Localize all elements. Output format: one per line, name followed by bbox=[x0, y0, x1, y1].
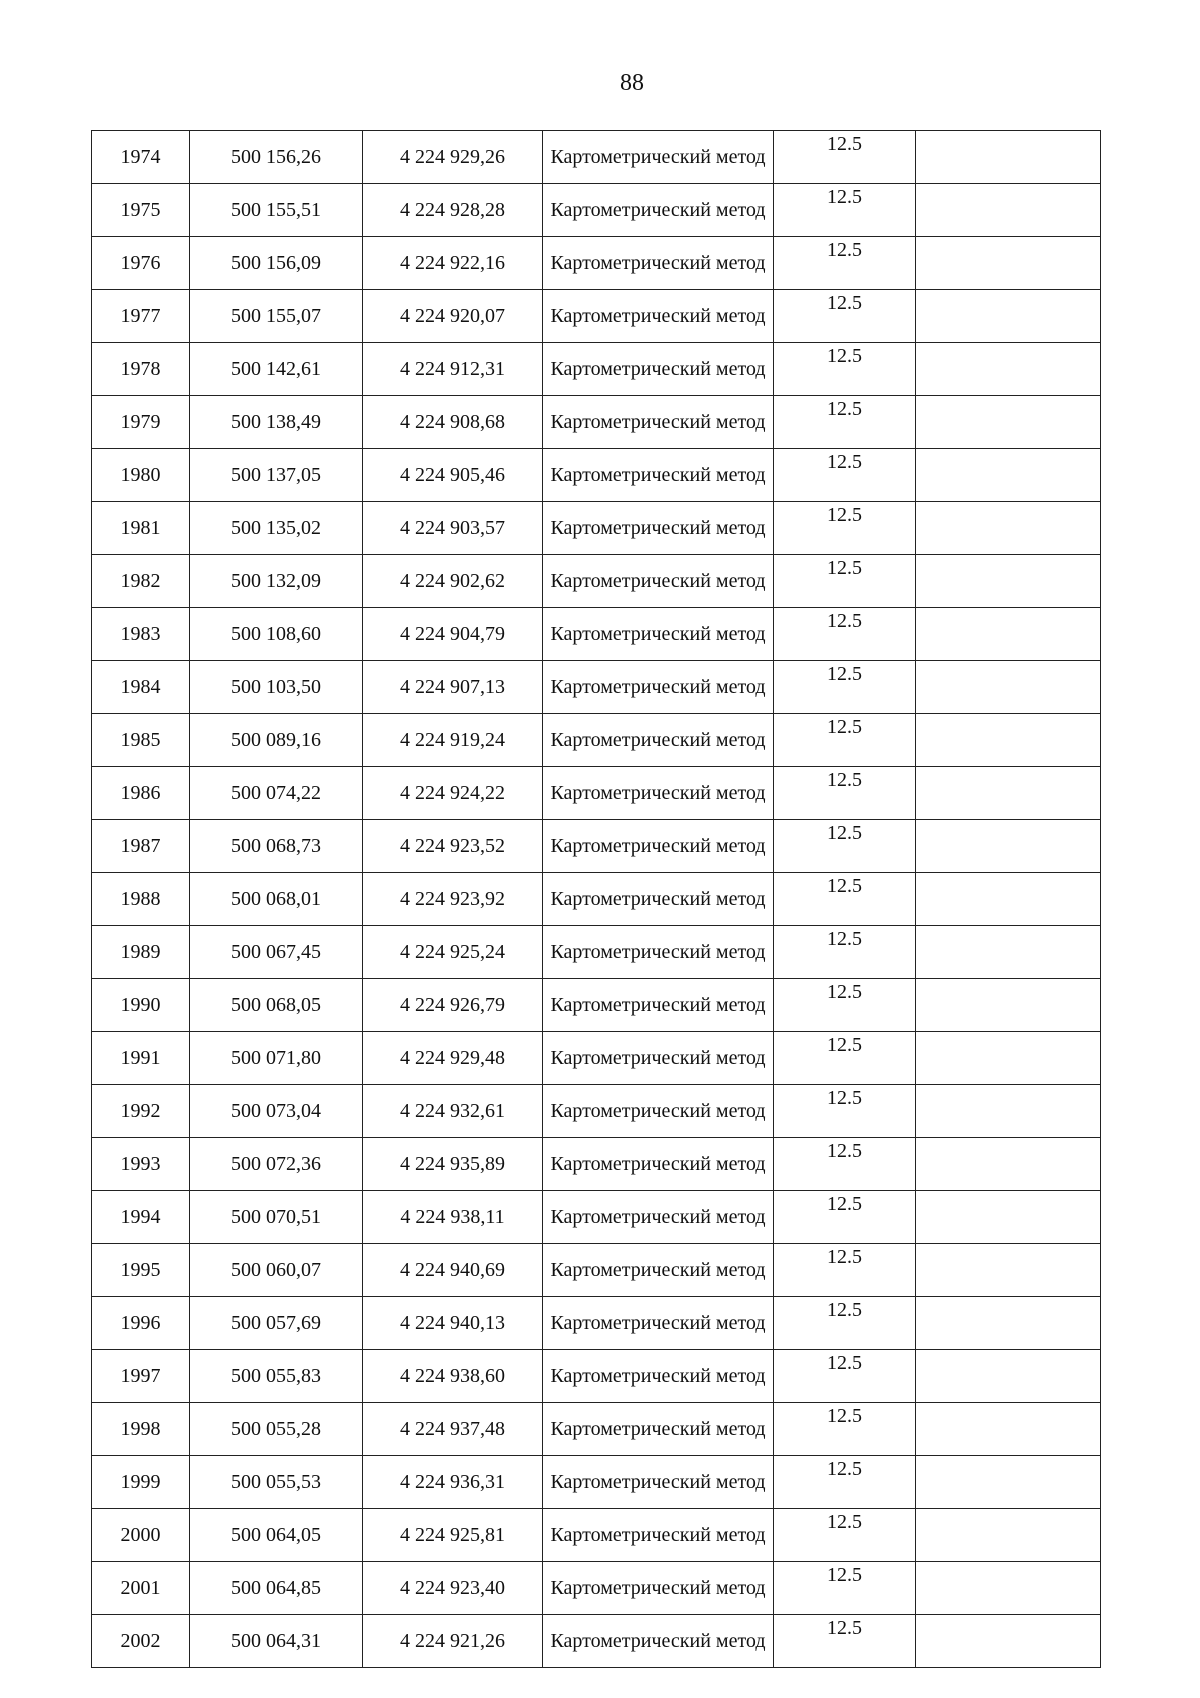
accuracy-cell: 12.5 bbox=[774, 555, 916, 608]
method-cell: Картометрический метод bbox=[543, 396, 774, 449]
y-coordinate-cell: 4 224 924,22 bbox=[363, 767, 543, 820]
table-row bbox=[92, 873, 1101, 926]
note-cell bbox=[916, 290, 1101, 343]
x-coordinate-cell: 500 071,80 bbox=[190, 1032, 363, 1085]
x-coordinate-cell: 500 070,51 bbox=[190, 1191, 363, 1244]
point-number-cell: 1974 bbox=[92, 131, 190, 184]
accuracy-cell: 12.5 bbox=[774, 767, 916, 820]
note-cell bbox=[916, 1085, 1101, 1138]
point-number-cell: 1976 bbox=[92, 237, 190, 290]
method-cell: Картометрический метод bbox=[543, 1403, 774, 1456]
method-cell: Картометрический метод bbox=[543, 1138, 774, 1191]
point-number-cell: 1989 bbox=[92, 926, 190, 979]
table-row bbox=[92, 1509, 1101, 1562]
x-coordinate-cell: 500 108,60 bbox=[190, 608, 363, 661]
point-number-cell: 2000 bbox=[92, 1509, 190, 1562]
point-number-cell: 1993 bbox=[92, 1138, 190, 1191]
x-coordinate-cell: 500 142,61 bbox=[190, 343, 363, 396]
table-row bbox=[92, 290, 1101, 343]
y-coordinate-cell: 4 224 920,07 bbox=[363, 290, 543, 343]
method-cell: Картометрический метод bbox=[543, 1615, 774, 1668]
x-coordinate-cell: 500 060,07 bbox=[190, 1244, 363, 1297]
accuracy-cell: 12.5 bbox=[774, 449, 916, 502]
y-coordinate-cell: 4 224 936,31 bbox=[363, 1456, 543, 1509]
note-cell bbox=[916, 1403, 1101, 1456]
y-coordinate-cell: 4 224 923,52 bbox=[363, 820, 543, 873]
table-row bbox=[92, 1350, 1101, 1403]
point-number-cell: 1987 bbox=[92, 820, 190, 873]
note-cell bbox=[916, 661, 1101, 714]
x-coordinate-cell: 500 156,09 bbox=[190, 237, 363, 290]
note-cell bbox=[916, 555, 1101, 608]
point-number-cell: 1982 bbox=[92, 555, 190, 608]
x-coordinate-cell: 500 135,02 bbox=[190, 502, 363, 555]
note-cell bbox=[916, 714, 1101, 767]
point-number-cell: 1994 bbox=[92, 1191, 190, 1244]
table-row bbox=[92, 555, 1101, 608]
x-coordinate-cell: 500 072,36 bbox=[190, 1138, 363, 1191]
table-row bbox=[92, 979, 1101, 1032]
x-coordinate-cell: 500 155,07 bbox=[190, 290, 363, 343]
y-coordinate-cell: 4 224 929,26 bbox=[363, 131, 543, 184]
x-coordinate-cell: 500 064,85 bbox=[190, 1562, 363, 1615]
x-coordinate-cell: 500 138,49 bbox=[190, 396, 363, 449]
table-row bbox=[92, 926, 1101, 979]
note-cell bbox=[916, 979, 1101, 1032]
accuracy-cell: 12.5 bbox=[774, 184, 916, 237]
x-coordinate-cell: 500 068,01 bbox=[190, 873, 363, 926]
y-coordinate-cell: 4 224 940,13 bbox=[363, 1297, 543, 1350]
point-number-cell: 1979 bbox=[92, 396, 190, 449]
accuracy-cell: 12.5 bbox=[774, 131, 916, 184]
table-row bbox=[92, 1191, 1101, 1244]
x-coordinate-cell: 500 057,69 bbox=[190, 1297, 363, 1350]
method-cell: Картометрический метод bbox=[543, 1297, 774, 1350]
y-coordinate-cell: 4 224 919,24 bbox=[363, 714, 543, 767]
accuracy-cell: 12.5 bbox=[774, 237, 916, 290]
accuracy-cell: 12.5 bbox=[774, 1297, 916, 1350]
note-cell bbox=[916, 396, 1101, 449]
method-cell: Картометрический метод bbox=[543, 1032, 774, 1085]
point-number-cell: 1998 bbox=[92, 1403, 190, 1456]
point-number-cell: 1999 bbox=[92, 1456, 190, 1509]
table-row bbox=[92, 661, 1101, 714]
note-cell bbox=[916, 608, 1101, 661]
x-coordinate-cell: 500 055,53 bbox=[190, 1456, 363, 1509]
point-number-cell: 1983 bbox=[92, 608, 190, 661]
method-cell: Картометрический метод bbox=[543, 1244, 774, 1297]
note-cell bbox=[916, 820, 1101, 873]
method-cell: Картометрический метод bbox=[543, 926, 774, 979]
point-number-cell: 1975 bbox=[92, 184, 190, 237]
y-coordinate-cell: 4 224 908,68 bbox=[363, 396, 543, 449]
accuracy-cell: 12.5 bbox=[774, 1085, 916, 1138]
table-row bbox=[92, 1403, 1101, 1456]
point-number-cell: 1977 bbox=[92, 290, 190, 343]
point-number-cell: 1997 bbox=[92, 1350, 190, 1403]
note-cell bbox=[916, 1032, 1101, 1085]
table-row bbox=[92, 767, 1101, 820]
accuracy-cell: 12.5 bbox=[774, 1032, 916, 1085]
x-coordinate-cell: 500 068,73 bbox=[190, 820, 363, 873]
point-number-cell: 1992 bbox=[92, 1085, 190, 1138]
x-coordinate-cell: 500 064,31 bbox=[190, 1615, 363, 1668]
y-coordinate-cell: 4 224 926,79 bbox=[363, 979, 543, 1032]
point-number-cell: 1996 bbox=[92, 1297, 190, 1350]
accuracy-cell: 12.5 bbox=[774, 979, 916, 1032]
accuracy-cell: 12.5 bbox=[774, 1191, 916, 1244]
accuracy-cell: 12.5 bbox=[774, 1615, 916, 1668]
point-number-cell: 1995 bbox=[92, 1244, 190, 1297]
method-cell: Картометрический метод bbox=[543, 237, 774, 290]
method-cell: Картометрический метод bbox=[543, 767, 774, 820]
table-row bbox=[92, 184, 1101, 237]
y-coordinate-cell: 4 224 925,81 bbox=[363, 1509, 543, 1562]
table-row bbox=[92, 1032, 1101, 1085]
point-number-cell: 1978 bbox=[92, 343, 190, 396]
accuracy-cell: 12.5 bbox=[774, 1456, 916, 1509]
note-cell bbox=[916, 767, 1101, 820]
accuracy-cell: 12.5 bbox=[774, 608, 916, 661]
point-number-cell: 1991 bbox=[92, 1032, 190, 1085]
page-number: 88 bbox=[620, 70, 644, 96]
accuracy-cell: 12.5 bbox=[774, 926, 916, 979]
note-cell bbox=[916, 1615, 1101, 1668]
note-cell bbox=[916, 131, 1101, 184]
method-cell: Картометрический метод bbox=[543, 820, 774, 873]
point-number-cell: 1980 bbox=[92, 449, 190, 502]
table-row bbox=[92, 343, 1101, 396]
table-row bbox=[92, 1138, 1101, 1191]
method-cell: Картометрический метод bbox=[543, 661, 774, 714]
note-cell bbox=[916, 1562, 1101, 1615]
method-cell: Картометрический метод bbox=[543, 290, 774, 343]
method-cell: Картометрический метод bbox=[543, 1562, 774, 1615]
x-coordinate-cell: 500 132,09 bbox=[190, 555, 363, 608]
method-cell: Картометрический метод bbox=[543, 184, 774, 237]
point-number-cell: 2001 bbox=[92, 1562, 190, 1615]
table-row bbox=[92, 449, 1101, 502]
y-coordinate-cell: 4 224 937,48 bbox=[363, 1403, 543, 1456]
x-coordinate-cell: 500 103,50 bbox=[190, 661, 363, 714]
x-coordinate-cell: 500 073,04 bbox=[190, 1085, 363, 1138]
y-coordinate-cell: 4 224 929,48 bbox=[363, 1032, 543, 1085]
y-coordinate-cell: 4 224 912,31 bbox=[363, 343, 543, 396]
y-coordinate-cell: 4 224 925,24 bbox=[363, 926, 543, 979]
accuracy-cell: 12.5 bbox=[774, 1138, 916, 1191]
note-cell bbox=[916, 1297, 1101, 1350]
y-coordinate-cell: 4 224 928,28 bbox=[363, 184, 543, 237]
method-cell: Картометрический метод bbox=[543, 873, 774, 926]
accuracy-cell: 12.5 bbox=[774, 396, 916, 449]
note-cell bbox=[916, 449, 1101, 502]
accuracy-cell: 12.5 bbox=[774, 502, 916, 555]
method-cell: Картометрический метод bbox=[543, 714, 774, 767]
accuracy-cell: 12.5 bbox=[774, 661, 916, 714]
method-cell: Картометрический метод bbox=[543, 1085, 774, 1138]
x-coordinate-cell: 500 055,83 bbox=[190, 1350, 363, 1403]
method-cell: Картометрический метод bbox=[543, 449, 774, 502]
x-coordinate-cell: 500 155,51 bbox=[190, 184, 363, 237]
x-coordinate-cell: 500 156,26 bbox=[190, 131, 363, 184]
y-coordinate-cell: 4 224 907,13 bbox=[363, 661, 543, 714]
accuracy-cell: 12.5 bbox=[774, 1509, 916, 1562]
method-cell: Картометрический метод bbox=[543, 131, 774, 184]
note-cell bbox=[916, 1509, 1101, 1562]
y-coordinate-cell: 4 224 940,69 bbox=[363, 1244, 543, 1297]
table-row bbox=[92, 131, 1101, 184]
y-coordinate-cell: 4 224 923,40 bbox=[363, 1562, 543, 1615]
table-row bbox=[92, 1297, 1101, 1350]
method-cell: Картометрический метод bbox=[543, 608, 774, 661]
accuracy-cell: 12.5 bbox=[774, 873, 916, 926]
y-coordinate-cell: 4 224 905,46 bbox=[363, 449, 543, 502]
x-coordinate-cell: 500 068,05 bbox=[190, 979, 363, 1032]
table-row bbox=[92, 1244, 1101, 1297]
accuracy-cell: 12.5 bbox=[774, 1350, 916, 1403]
table-row bbox=[92, 820, 1101, 873]
method-cell: Картометрический метод bbox=[543, 1456, 774, 1509]
x-coordinate-cell: 500 067,45 bbox=[190, 926, 363, 979]
point-number-cell: 2002 bbox=[92, 1615, 190, 1668]
table-row bbox=[92, 714, 1101, 767]
table-row bbox=[92, 396, 1101, 449]
y-coordinate-cell: 4 224 903,57 bbox=[363, 502, 543, 555]
y-coordinate-cell: 4 224 921,26 bbox=[363, 1615, 543, 1668]
table-row bbox=[92, 1562, 1101, 1615]
table-row bbox=[92, 1456, 1101, 1509]
accuracy-cell: 12.5 bbox=[774, 290, 916, 343]
x-coordinate-cell: 500 089,16 bbox=[190, 714, 363, 767]
point-number-cell: 1988 bbox=[92, 873, 190, 926]
x-coordinate-cell: 500 137,05 bbox=[190, 449, 363, 502]
note-cell bbox=[916, 237, 1101, 290]
note-cell bbox=[916, 926, 1101, 979]
table-row bbox=[92, 502, 1101, 555]
accuracy-cell: 12.5 bbox=[774, 1403, 916, 1456]
table-row bbox=[92, 608, 1101, 661]
x-coordinate-cell: 500 055,28 bbox=[190, 1403, 363, 1456]
y-coordinate-cell: 4 224 922,16 bbox=[363, 237, 543, 290]
coordinates-table bbox=[91, 130, 1101, 1668]
method-cell: Картометрический метод bbox=[543, 1509, 774, 1562]
point-number-cell: 1986 bbox=[92, 767, 190, 820]
note-cell bbox=[916, 343, 1101, 396]
method-cell: Картометрический метод bbox=[543, 979, 774, 1032]
note-cell bbox=[916, 1191, 1101, 1244]
method-cell: Картометрический метод bbox=[543, 1350, 774, 1403]
note-cell bbox=[916, 1350, 1101, 1403]
accuracy-cell: 12.5 bbox=[774, 714, 916, 767]
accuracy-cell: 12.5 bbox=[774, 1562, 916, 1615]
point-number-cell: 1990 bbox=[92, 979, 190, 1032]
method-cell: Картометрический метод bbox=[543, 555, 774, 608]
table-row bbox=[92, 237, 1101, 290]
note-cell bbox=[916, 1138, 1101, 1191]
table-row bbox=[92, 1615, 1101, 1668]
table-row bbox=[92, 1085, 1101, 1138]
accuracy-cell: 12.5 bbox=[774, 343, 916, 396]
point-number-cell: 1985 bbox=[92, 714, 190, 767]
y-coordinate-cell: 4 224 904,79 bbox=[363, 608, 543, 661]
coordinates-table-body bbox=[92, 131, 1101, 1668]
method-cell: Картометрический метод bbox=[543, 343, 774, 396]
point-number-cell: 1984 bbox=[92, 661, 190, 714]
accuracy-cell: 12.5 bbox=[774, 820, 916, 873]
y-coordinate-cell: 4 224 935,89 bbox=[363, 1138, 543, 1191]
note-cell bbox=[916, 1244, 1101, 1297]
x-coordinate-cell: 500 064,05 bbox=[190, 1509, 363, 1562]
method-cell: Картометрический метод bbox=[543, 1191, 774, 1244]
y-coordinate-cell: 4 224 938,11 bbox=[363, 1191, 543, 1244]
note-cell bbox=[916, 873, 1101, 926]
y-coordinate-cell: 4 224 938,60 bbox=[363, 1350, 543, 1403]
note-cell bbox=[916, 184, 1101, 237]
accuracy-cell: 12.5 bbox=[774, 1244, 916, 1297]
x-coordinate-cell: 500 074,22 bbox=[190, 767, 363, 820]
y-coordinate-cell: 4 224 902,62 bbox=[363, 555, 543, 608]
point-number-cell: 1981 bbox=[92, 502, 190, 555]
method-cell: Картометрический метод bbox=[543, 502, 774, 555]
y-coordinate-cell: 4 224 923,92 bbox=[363, 873, 543, 926]
note-cell bbox=[916, 502, 1101, 555]
note-cell bbox=[916, 1456, 1101, 1509]
y-coordinate-cell: 4 224 932,61 bbox=[363, 1085, 543, 1138]
